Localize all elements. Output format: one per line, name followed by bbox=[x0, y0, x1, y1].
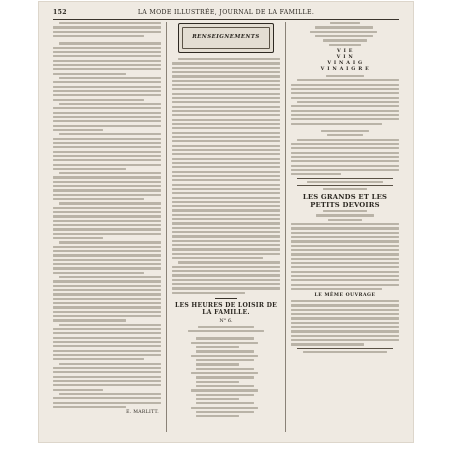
word-diamond-row: V I N A I G R E bbox=[320, 65, 370, 72]
text-line bbox=[291, 253, 399, 255]
text-line bbox=[172, 153, 280, 155]
word-diamond-row: V I N A I G bbox=[327, 59, 363, 66]
text-line bbox=[59, 363, 161, 365]
banner-title: RENSEIGNEMENTS bbox=[192, 34, 260, 40]
text-line bbox=[53, 350, 161, 352]
text-line bbox=[291, 271, 399, 273]
text-line bbox=[172, 188, 280, 190]
footer-line bbox=[303, 351, 387, 353]
text-line bbox=[53, 267, 161, 269]
text-line bbox=[53, 73, 126, 75]
newspaper-page bbox=[39, 2, 413, 442]
text-line bbox=[53, 198, 144, 200]
text-line bbox=[53, 367, 161, 369]
text-line bbox=[172, 184, 280, 186]
text-line bbox=[291, 160, 399, 162]
text-line bbox=[172, 88, 280, 90]
text-line bbox=[53, 272, 144, 274]
text-line bbox=[53, 354, 161, 356]
text-line bbox=[53, 358, 144, 360]
text-line bbox=[327, 134, 364, 136]
text-line bbox=[291, 84, 399, 86]
text-line bbox=[178, 261, 280, 263]
text-line bbox=[291, 304, 399, 306]
text-line bbox=[53, 86, 161, 88]
text-line bbox=[291, 97, 399, 99]
text-line bbox=[291, 249, 399, 251]
verse-line bbox=[191, 389, 258, 391]
text-line bbox=[291, 339, 399, 341]
text-line bbox=[53, 94, 161, 96]
text-line bbox=[59, 42, 161, 44]
text-line bbox=[307, 181, 383, 183]
text-line bbox=[53, 81, 161, 83]
text-line bbox=[297, 79, 399, 81]
verse-line bbox=[310, 31, 377, 33]
verse-line bbox=[196, 368, 254, 370]
text-line bbox=[172, 162, 280, 164]
text-line bbox=[53, 246, 161, 248]
text-line bbox=[53, 151, 161, 153]
verse-block bbox=[172, 337, 280, 417]
text-line bbox=[53, 328, 161, 330]
text-line bbox=[321, 130, 369, 132]
text-line bbox=[323, 188, 366, 190]
text-line bbox=[53, 90, 161, 92]
text-line bbox=[291, 330, 399, 332]
text-line bbox=[291, 326, 399, 328]
text-line bbox=[323, 39, 366, 41]
text-line bbox=[291, 123, 382, 125]
text-line bbox=[53, 337, 161, 339]
byline-line bbox=[323, 210, 366, 212]
text-line bbox=[172, 136, 280, 138]
text-line bbox=[172, 214, 280, 216]
text-line bbox=[172, 248, 280, 250]
text-line bbox=[330, 22, 360, 24]
text-line bbox=[53, 116, 161, 118]
text-line bbox=[53, 345, 161, 347]
text-line bbox=[53, 107, 161, 109]
text-line bbox=[53, 64, 161, 66]
text-line bbox=[53, 211, 161, 213]
text-line bbox=[53, 125, 161, 127]
text-line bbox=[53, 298, 161, 300]
text-line bbox=[172, 67, 280, 69]
article-heading: LES GRANDS ET LES PETITS DEVOIRS bbox=[302, 193, 388, 210]
text-line bbox=[329, 44, 361, 46]
text-line bbox=[172, 97, 280, 99]
text-line bbox=[291, 343, 364, 345]
section-divider bbox=[297, 348, 393, 349]
verse-line bbox=[196, 363, 239, 365]
text-line bbox=[53, 55, 161, 57]
verse-line bbox=[196, 385, 254, 387]
text-line bbox=[53, 142, 161, 144]
word-diamond-row: V I N bbox=[336, 53, 354, 60]
text-line bbox=[172, 244, 280, 246]
text-line bbox=[172, 84, 280, 86]
text-line bbox=[172, 231, 280, 233]
text-line bbox=[172, 227, 280, 229]
text-line bbox=[53, 319, 126, 321]
text-line bbox=[291, 152, 399, 154]
text-line bbox=[172, 149, 280, 151]
text-line bbox=[53, 380, 161, 382]
text-line bbox=[172, 274, 280, 276]
text-line bbox=[172, 240, 280, 242]
text-line bbox=[172, 209, 280, 211]
text-line bbox=[53, 68, 161, 70]
text-line bbox=[172, 253, 280, 255]
text-line bbox=[53, 259, 161, 261]
text-line bbox=[172, 283, 280, 285]
text-line bbox=[291, 227, 399, 229]
verse-line bbox=[196, 411, 254, 413]
text-line bbox=[53, 129, 103, 131]
text-line bbox=[59, 324, 161, 326]
text-line bbox=[53, 164, 161, 166]
text-line bbox=[172, 93, 280, 95]
text-line bbox=[53, 293, 161, 295]
text-line bbox=[53, 176, 161, 178]
text-line bbox=[53, 112, 161, 114]
text-line bbox=[53, 402, 161, 404]
text-line bbox=[172, 197, 280, 199]
text-line bbox=[172, 114, 280, 116]
text-line bbox=[53, 194, 161, 196]
verse-line bbox=[196, 415, 239, 417]
text-line bbox=[53, 207, 161, 209]
text-line bbox=[291, 322, 399, 324]
text-line bbox=[172, 145, 280, 147]
verse-line bbox=[191, 407, 258, 409]
text-line bbox=[53, 311, 161, 313]
verse-line bbox=[191, 355, 258, 357]
text-line bbox=[53, 389, 103, 391]
text-line bbox=[291, 335, 399, 337]
text-line bbox=[172, 132, 280, 134]
text-line bbox=[53, 306, 161, 308]
section-number: N° 6. bbox=[219, 317, 233, 324]
text-line bbox=[59, 202, 161, 204]
text-line bbox=[53, 341, 161, 343]
text-line bbox=[328, 219, 363, 221]
text-line bbox=[172, 127, 280, 129]
column-two bbox=[172, 22, 280, 436]
text-line bbox=[53, 254, 161, 256]
text-line bbox=[53, 31, 161, 33]
text-line bbox=[172, 119, 280, 121]
text-line bbox=[291, 165, 399, 167]
text-line bbox=[188, 330, 264, 332]
text-line bbox=[59, 22, 161, 24]
text-line bbox=[53, 181, 161, 183]
verse-line bbox=[191, 342, 258, 344]
text-line bbox=[172, 75, 280, 77]
text-line bbox=[53, 51, 161, 53]
sub-heading: LE MÊME OUVRAGE bbox=[314, 293, 376, 299]
text-line bbox=[53, 155, 161, 157]
page-number: 152 bbox=[53, 9, 67, 16]
text-line bbox=[172, 235, 280, 237]
text-line bbox=[291, 88, 399, 90]
text-line bbox=[291, 266, 399, 268]
text-line bbox=[172, 123, 280, 125]
text-line bbox=[172, 101, 280, 103]
text-line bbox=[53, 397, 161, 399]
text-line bbox=[291, 262, 399, 264]
text-line bbox=[172, 175, 280, 177]
text-line bbox=[172, 179, 280, 181]
text-line bbox=[53, 371, 161, 373]
text-line bbox=[291, 279, 399, 281]
journal-title: LA MODE ILLUSTRÉE, JOURNAL DE LA FAMILLE. bbox=[137, 9, 315, 16]
text-line bbox=[291, 275, 399, 277]
text-line bbox=[172, 80, 280, 82]
text-line bbox=[172, 279, 280, 281]
text-line bbox=[53, 289, 161, 291]
text-line bbox=[297, 101, 399, 103]
text-line bbox=[291, 317, 399, 319]
column-one bbox=[53, 22, 161, 436]
running-header bbox=[53, 9, 399, 19]
section-end-rule bbox=[215, 298, 237, 299]
word-diamond-row: V I E bbox=[337, 47, 353, 54]
text-line bbox=[172, 270, 280, 272]
text-line bbox=[291, 143, 399, 145]
text-line bbox=[53, 159, 161, 161]
section-divider bbox=[297, 185, 393, 186]
text-line bbox=[59, 241, 161, 243]
text-line bbox=[291, 114, 399, 116]
text-line bbox=[59, 133, 161, 135]
text-line bbox=[59, 172, 161, 174]
text-line bbox=[172, 71, 280, 73]
text-line bbox=[291, 232, 399, 234]
text-line bbox=[291, 284, 399, 286]
text-line bbox=[53, 237, 103, 239]
verse-line bbox=[196, 346, 239, 348]
text-line bbox=[172, 192, 280, 194]
text-line bbox=[53, 250, 161, 252]
text-line bbox=[59, 393, 161, 395]
text-line bbox=[172, 205, 280, 207]
text-line bbox=[291, 223, 399, 225]
text-line bbox=[53, 233, 161, 235]
text-line bbox=[172, 287, 280, 289]
text-line bbox=[53, 189, 161, 191]
text-line bbox=[53, 406, 126, 408]
column-divider bbox=[285, 22, 286, 432]
text-line bbox=[316, 214, 374, 216]
text-line bbox=[291, 169, 399, 171]
text-line bbox=[53, 302, 161, 304]
text-line bbox=[291, 92, 399, 94]
header-rule bbox=[53, 19, 399, 20]
text-line bbox=[198, 326, 254, 328]
text-line bbox=[297, 139, 399, 141]
text-line bbox=[172, 140, 280, 142]
text-line bbox=[59, 276, 161, 278]
text-line bbox=[178, 58, 280, 60]
text-line bbox=[326, 75, 365, 77]
verse-block bbox=[291, 26, 399, 37]
text-line bbox=[53, 47, 161, 49]
text-line bbox=[291, 156, 399, 158]
text-line bbox=[53, 315, 161, 317]
text-line bbox=[53, 168, 126, 170]
text-line bbox=[291, 147, 399, 149]
text-line bbox=[172, 166, 280, 168]
text-line bbox=[291, 105, 399, 107]
text-line bbox=[53, 146, 161, 148]
column-divider bbox=[166, 22, 167, 432]
text-line bbox=[172, 201, 280, 203]
text-line bbox=[53, 285, 161, 287]
section-divider bbox=[297, 178, 393, 179]
text-line bbox=[53, 60, 161, 62]
verse-line bbox=[196, 376, 254, 378]
text-line bbox=[53, 220, 161, 222]
text-line bbox=[291, 288, 382, 290]
verse-line bbox=[196, 402, 254, 404]
text-line bbox=[172, 292, 245, 294]
text-line bbox=[172, 110, 280, 112]
text-line bbox=[53, 185, 161, 187]
text-line bbox=[172, 218, 280, 220]
text-line bbox=[172, 257, 263, 259]
text-line bbox=[59, 77, 161, 79]
verse-line bbox=[315, 35, 373, 37]
text-line bbox=[291, 300, 399, 302]
verse-line bbox=[191, 372, 258, 374]
text-line bbox=[172, 158, 280, 160]
text-line bbox=[53, 263, 161, 265]
text-line bbox=[53, 228, 161, 230]
text-line bbox=[53, 376, 161, 378]
text-line bbox=[291, 313, 399, 315]
text-line bbox=[291, 258, 399, 260]
text-line bbox=[59, 103, 161, 105]
text-line bbox=[291, 309, 399, 311]
text-line bbox=[53, 99, 144, 101]
text-line bbox=[172, 266, 280, 268]
text-line bbox=[53, 384, 161, 386]
text-line bbox=[291, 236, 399, 238]
text-line bbox=[172, 62, 280, 64]
text-line bbox=[53, 120, 161, 122]
verse-line bbox=[196, 337, 254, 339]
verse-line bbox=[196, 381, 239, 383]
text-line bbox=[291, 173, 341, 175]
text-line bbox=[53, 26, 161, 28]
section-heading: LES HEURES DE LOISIR DE LA FAMILLE. bbox=[174, 301, 277, 317]
text-line bbox=[291, 110, 399, 112]
author-signature: E. MARLITT. bbox=[126, 410, 159, 416]
column-three bbox=[291, 22, 399, 436]
verse-line bbox=[196, 394, 254, 396]
text-line bbox=[53, 138, 161, 140]
section-banner bbox=[178, 23, 274, 53]
text-line bbox=[172, 106, 280, 108]
text-line bbox=[291, 245, 399, 247]
verse-line bbox=[196, 359, 254, 361]
text-line bbox=[291, 240, 399, 242]
verse-line bbox=[315, 26, 373, 28]
text-line bbox=[53, 224, 161, 226]
verse-line bbox=[196, 350, 254, 352]
text-line bbox=[172, 171, 280, 173]
text-line bbox=[172, 222, 280, 224]
text-line bbox=[53, 215, 161, 217]
text-line bbox=[53, 280, 161, 282]
verse-line bbox=[196, 398, 239, 400]
text-line bbox=[291, 118, 399, 120]
text-line bbox=[53, 332, 161, 334]
text-line bbox=[53, 35, 144, 37]
